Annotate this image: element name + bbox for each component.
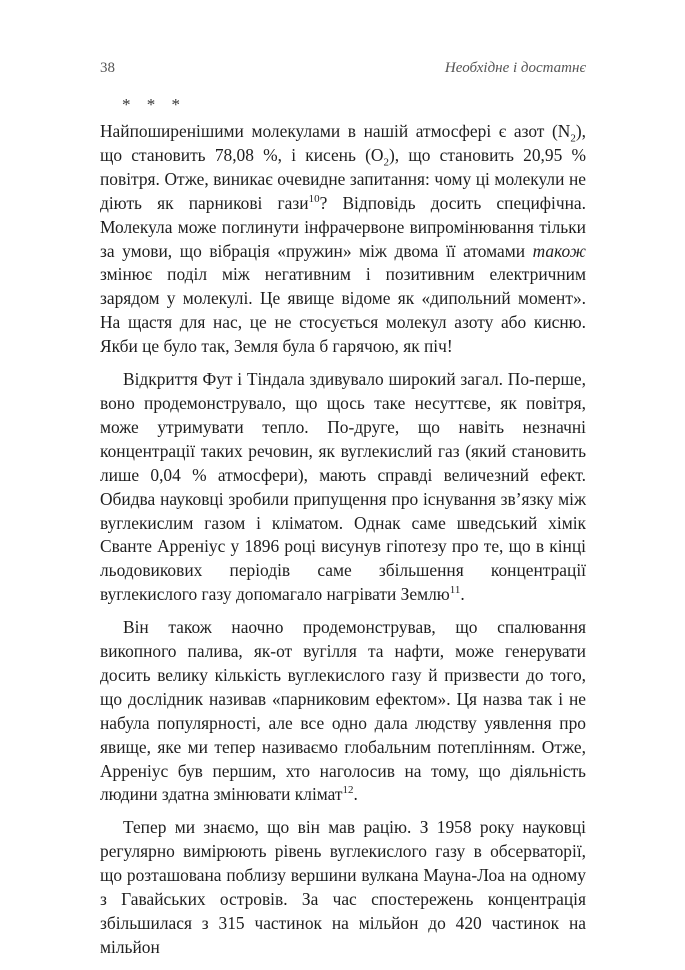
text-run: . [353, 784, 358, 805]
page-header [100, 60, 586, 82]
section-separator: * * * [122, 95, 186, 114]
text-run: змінює поділ між негативним і позитивним електричним зарядом у молекулі. Це явище відоме як «дипольний момент». На щастя для нас, це не стосується молекул азоту або кисню. Якби це було так, Земля була б гарячою, як піч! [100, 264, 586, 357]
page-number: 38 [100, 60, 115, 76]
paragraph [100, 120, 586, 359]
text-run: Найпоширенішими молекулами в нашій атмосфері є азот (N [100, 121, 571, 141]
text-run: ? Відповідь досить специфічна. Молекула може поглинути інфрачервоне випромінювання тільки за умови, що вібрація «пружин» між двома її атомами [100, 192, 586, 261]
text-run: ), що становить 78,08 %, і кисень (O [100, 121, 586, 165]
text-run: ), що становить 20,95 % повітря. Отже, виникає очевидне запитання: чому ці молекули не діють як парникові гази [100, 144, 586, 213]
emphasis: також [532, 240, 586, 261]
text-run: Він також наочно продемонстрував, що спалювання викопного палива, як-от вугілля та нафти, може генерувати досить велику кількість вуглекислого газу й призвести до того, що дослідник називав «парниковим ефектом». Ця назва так і не набула популярності, але все одно дала людству уявлення про явище, яке ми тепер називаємо глобальним потеплінням. Отже, Арреніус був першим, хто наголосив на тому, що діяльність людини здатна змінювати клімат [100, 617, 586, 805]
subscript: 2 [570, 132, 576, 145]
paragraph [100, 368, 586, 607]
body-text [100, 120, 586, 969]
footnote-ref: 12 [342, 784, 354, 797]
footnote-ref: 10 [308, 192, 320, 205]
paragraph [100, 816, 586, 959]
text-run: Тепер ми знаємо, що він мав рацію. З 1958 року науковці регулярно вимірюють рівень вуглекислого газу в обсерваторії, що розташована поблизу вершини вулкана Мауна-Лоа на одному з Гавайських островів. За час спостережень концентрація збільшилася з 315 частинок на мільйон до 420 частинок на мільйон [100, 817, 586, 957]
paragraph [100, 616, 586, 807]
text-run: . [460, 584, 465, 605]
text-run: Відкриття Фут і Тіндала здивувало широкий загал. По-перше, воно продемонструвало, що щось таке несуттєве, як повітря, може утримувати тепло. По-друге, що навіть незначні концентрації таких речовин, як вуглекислий газ (який становить лише 0,04 % атмосфери), мають справді величезний ефект. Обидва науковці зробили припущення про існування зв’язку між вуглекислим газом і кліматом. Однак саме шведський хімік Сванте Арреніус у 1896 році висунув гіпотезу про те, що в кінці льодовикових періодів саме збільшення концентрації вуглекислого газу допомагало нагрівати Землю [100, 369, 586, 605]
footnote-ref: 11 [449, 584, 461, 597]
running-title: Необхідне і достатнє [444, 60, 586, 76]
subscript: 2 [383, 156, 389, 169]
